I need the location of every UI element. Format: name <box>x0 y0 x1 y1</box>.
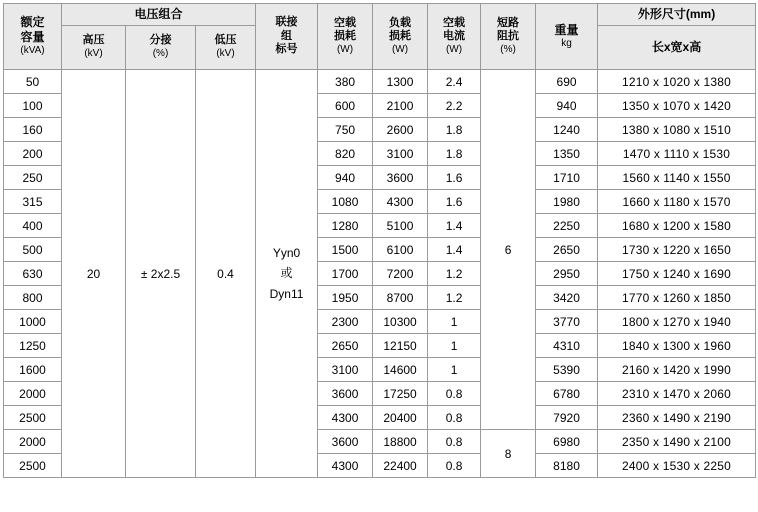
cell-capacity: 250 <box>4 166 62 190</box>
cell-dimensions: 1840 x 1300 x 1960 <box>598 334 756 358</box>
table-body <box>4 70 756 478</box>
cell-load-loss: 10300 <box>373 310 428 334</box>
cell-no-load-current: 0.8 <box>428 382 481 406</box>
cell-dimensions: 2310 x 1470 x 2060 <box>598 382 756 406</box>
cell-load-loss: 20400 <box>373 406 428 430</box>
cell-load-loss: 14600 <box>373 358 428 382</box>
connection-line-1: Yyn0 <box>272 245 301 260</box>
cell-dimensions: 2400 x 1530 x 2250 <box>598 454 756 478</box>
cell-load-loss: 22400 <box>373 454 428 478</box>
cell-impedance-merged-6: 6 <box>481 70 536 430</box>
cell-no-load-current: 1 <box>428 310 481 334</box>
cell-load-loss: 1300 <box>373 70 428 94</box>
header-voltage-lv: 低压 (kV) <box>196 26 256 70</box>
cell-connection-merged <box>256 70 318 478</box>
cell-weight: 7920 <box>536 406 598 430</box>
header-voltage-hv: 高压 (kV) <box>62 26 126 70</box>
cell-voltage-tap-merged: ± 2x2.5 <box>126 70 196 478</box>
cell-dimensions: 1560 x 1140 x 1550 <box>598 166 756 190</box>
cell-voltage-hv-merged: 20 <box>62 70 126 478</box>
cell-weight: 2250 <box>536 214 598 238</box>
cell-weight: 1710 <box>536 166 598 190</box>
cell-weight: 1240 <box>536 118 598 142</box>
cell-no-load-loss: 4300 <box>318 406 373 430</box>
cell-load-loss: 17250 <box>373 382 428 406</box>
cell-capacity: 1000 <box>4 310 62 334</box>
cell-weight: 3420 <box>536 286 598 310</box>
cell-dimensions: 1750 x 1240 x 1690 <box>598 262 756 286</box>
cell-capacity: 2500 <box>4 406 62 430</box>
cell-dimensions: 1470 x 1110 x 1530 <box>598 142 756 166</box>
cell-no-load-current: 2.4 <box>428 70 481 94</box>
cell-load-loss: 2100 <box>373 94 428 118</box>
cell-dimensions: 1770 x 1260 x 1850 <box>598 286 756 310</box>
cell-weight: 6780 <box>536 382 598 406</box>
cell-no-load-current: 0.8 <box>428 406 481 430</box>
header-rated-capacity: 额定 容量 (kVA) <box>4 4 62 70</box>
cell-no-load-loss: 1950 <box>318 286 373 310</box>
cell-impedance-merged-8: 8 <box>481 430 536 478</box>
header-no-load-loss: 空载 损耗 (W) <box>318 4 373 70</box>
header-dimensions-sub: 长x宽x高 <box>598 26 756 70</box>
cell-capacity: 2000 <box>4 382 62 406</box>
cell-weight: 1980 <box>536 190 598 214</box>
cell-dimensions: 2360 x 1490 x 2190 <box>598 406 756 430</box>
cell-no-load-loss: 2650 <box>318 334 373 358</box>
cell-weight: 940 <box>536 94 598 118</box>
cell-voltage-lv-merged: 0.4 <box>196 70 256 478</box>
cell-capacity: 160 <box>4 118 62 142</box>
cell-no-load-loss: 2300 <box>318 310 373 334</box>
cell-weight: 3770 <box>536 310 598 334</box>
header-dimensions: 外形尺寸(mm) <box>598 4 756 26</box>
cell-weight: 4310 <box>536 334 598 358</box>
cell-no-load-loss: 4300 <box>318 454 373 478</box>
cell-capacity: 200 <box>4 142 62 166</box>
cell-load-loss: 8700 <box>373 286 428 310</box>
header-load-loss: 负载 损耗 (W) <box>373 4 428 70</box>
cell-no-load-loss: 600 <box>318 94 373 118</box>
cell-no-load-current: 1.4 <box>428 238 481 262</box>
cell-weight: 2950 <box>536 262 598 286</box>
cell-no-load-current: 1 <box>428 358 481 382</box>
cell-load-loss: 3600 <box>373 166 428 190</box>
cell-load-loss: 6100 <box>373 238 428 262</box>
cell-no-load-loss: 1080 <box>318 190 373 214</box>
cell-load-loss: 5100 <box>373 214 428 238</box>
cell-load-loss: 7200 <box>373 262 428 286</box>
cell-no-load-loss: 380 <box>318 70 373 94</box>
cell-capacity: 315 <box>4 190 62 214</box>
cell-weight: 5390 <box>536 358 598 382</box>
cell-no-load-current: 1.2 <box>428 286 481 310</box>
cell-no-load-current: 1.2 <box>428 262 481 286</box>
cell-no-load-current: 0.8 <box>428 454 481 478</box>
header-voltage-tap: 分接 (%) <box>126 26 196 70</box>
header-connection-symbol: 联接 组 标号 <box>256 4 318 70</box>
cell-weight: 1350 <box>536 142 598 166</box>
table-header <box>4 4 756 70</box>
cell-no-load-loss: 820 <box>318 142 373 166</box>
cell-capacity: 630 <box>4 262 62 286</box>
header-voltage-group: 电压组合 <box>62 4 256 26</box>
cell-capacity: 400 <box>4 214 62 238</box>
cell-capacity: 2000 <box>4 430 62 454</box>
cell-capacity: 50 <box>4 70 62 94</box>
cell-dimensions: 1350 x 1070 x 1420 <box>598 94 756 118</box>
cell-load-loss: 4300 <box>373 190 428 214</box>
cell-capacity: 800 <box>4 286 62 310</box>
cell-dimensions: 1660 x 1180 x 1570 <box>598 190 756 214</box>
cell-load-loss: 2600 <box>373 118 428 142</box>
cell-dimensions: 1730 x 1220 x 1650 <box>598 238 756 262</box>
cell-weight: 690 <box>536 70 598 94</box>
cell-capacity: 100 <box>4 94 62 118</box>
cell-no-load-loss: 750 <box>318 118 373 142</box>
cell-no-load-current: 1.8 <box>428 118 481 142</box>
cell-no-load-loss: 940 <box>318 166 373 190</box>
cell-no-load-current: 1.6 <box>428 166 481 190</box>
table-row <box>4 70 756 94</box>
cell-capacity: 500 <box>4 238 62 262</box>
cell-load-loss: 12150 <box>373 334 428 358</box>
cell-capacity: 2500 <box>4 454 62 478</box>
transformer-spec-table <box>3 3 756 478</box>
cell-no-load-loss: 1500 <box>318 238 373 262</box>
cell-no-load-loss: 3100 <box>318 358 373 382</box>
cell-no-load-current: 1.4 <box>428 214 481 238</box>
cell-weight: 2650 <box>536 238 598 262</box>
cell-no-load-current: 0.8 <box>428 430 481 454</box>
cell-weight: 6980 <box>536 430 598 454</box>
cell-load-loss: 18800 <box>373 430 428 454</box>
header-weight: 重量 kg <box>536 4 598 70</box>
cell-capacity: 1250 <box>4 334 62 358</box>
header-row-group <box>4 4 756 26</box>
cell-dimensions: 1680 x 1200 x 1580 <box>598 214 756 238</box>
cell-no-load-loss: 3600 <box>318 382 373 406</box>
cell-no-load-current: 1.6 <box>428 190 481 214</box>
cell-dimensions: 2160 x 1420 x 1990 <box>598 358 756 382</box>
cell-dimensions: 2350 x 1490 x 2100 <box>598 430 756 454</box>
cell-weight: 8180 <box>536 454 598 478</box>
cell-no-load-current: 1.8 <box>428 142 481 166</box>
cell-no-load-loss: 3600 <box>318 430 373 454</box>
cell-capacity: 1600 <box>4 358 62 382</box>
cell-no-load-current: 2.2 <box>428 94 481 118</box>
header-short-circuit-impedance: 短路 阻抗 (%) <box>481 4 536 70</box>
connection-line-2: 或 <box>280 266 293 281</box>
cell-load-loss: 3100 <box>373 142 428 166</box>
cell-no-load-loss: 1280 <box>318 214 373 238</box>
header-no-load-current: 空载 电流 (W) <box>428 4 481 70</box>
cell-no-load-loss: 1700 <box>318 262 373 286</box>
cell-dimensions: 1800 x 1270 x 1940 <box>598 310 756 334</box>
cell-dimensions: 1210 x 1020 x 1380 <box>598 70 756 94</box>
cell-no-load-current: 1 <box>428 334 481 358</box>
connection-line-3: Dyn11 <box>269 286 304 301</box>
cell-dimensions: 1380 x 1080 x 1510 <box>598 118 756 142</box>
